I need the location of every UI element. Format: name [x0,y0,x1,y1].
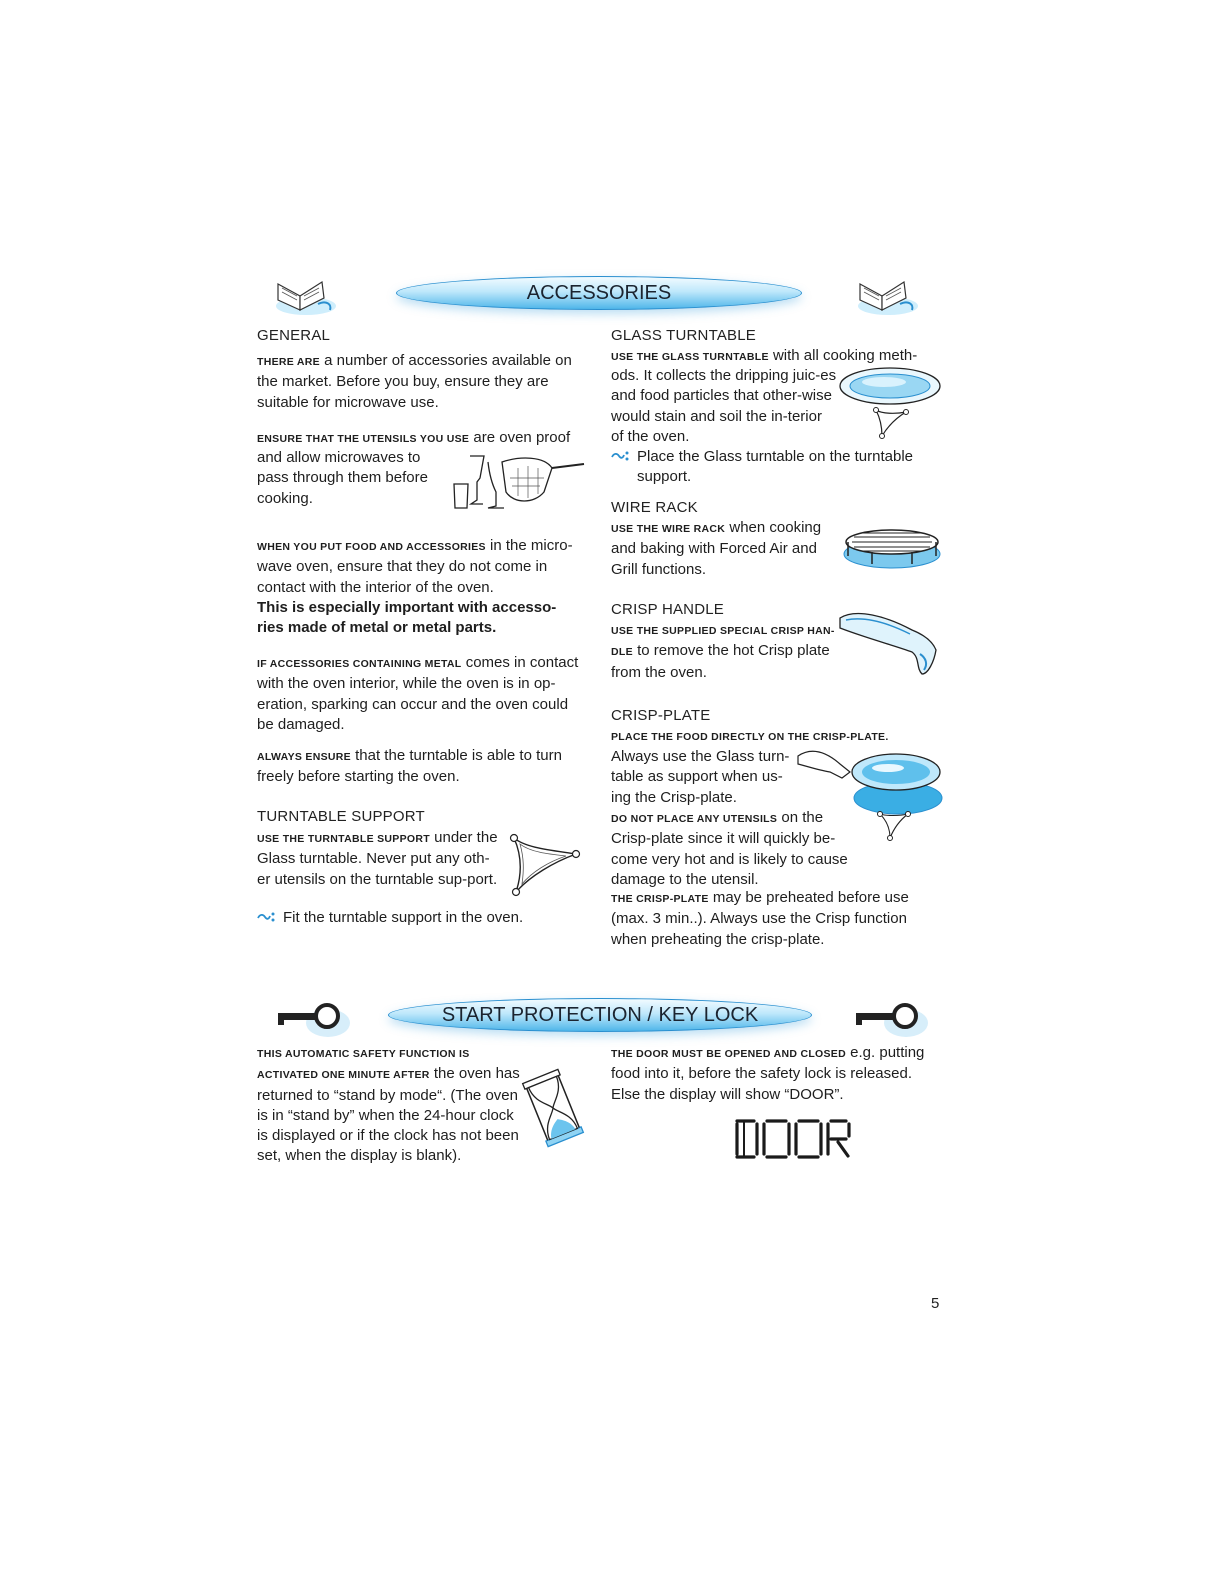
wire-rack-paragraph [611,518,837,580]
crisp-handle-text: to remove the hot Crisp plate from the oven. [611,642,830,681]
glass-turntable-lead: USE THE GLASS TURNTABLE [611,351,769,363]
glass-turntable-tip [611,447,941,488]
turntable-support-tip-text: Fit the turntable support in the oven. [283,909,524,926]
turntable-support-tip [257,908,587,928]
crisp-plate-p3-text: may be preheated before use (max. 3 min..). Always use the Crisp function when preheating the crisp-plate. [611,889,909,948]
wire-rack-text: when cooking and baking with Forced Air and Grill functions. [611,519,822,578]
crisp-plate-p2-text: on the Crisp-plate since it will quickly be-come very hot and is likely to cause damage to the utensil. [611,809,848,888]
crisp-plate-illustration [796,744,944,842]
wire-rack-illustration [842,524,942,572]
keylock-right-lead: THE DOOR MUST BE OPENED AND CLOSED [611,1048,846,1060]
crisp-handle-illustration [836,604,942,680]
hint-icon [257,911,275,923]
crisp-handle-lead: USE THE SUPPLIED SPECIAL CRISP HAN-DLE [611,625,835,659]
page-number: 5 [931,1295,940,1312]
general-paragraph-4 [257,653,587,735]
general-heading: GENERAL [257,327,331,344]
turntable-support-text: under the Glass turntable. Never put any oth-er utensils on the turntable sup-port. [257,829,498,888]
wire-rack-lead: USE THE WIRE RACK [611,523,726,535]
utensils-illustration [440,448,586,514]
crisp-plate-paragraph-1: Always use the Glass turn-table as support when us-ing the Crisp-plate. [611,748,790,806]
glass-turntable-text: with all cooking meth- [768,347,918,364]
accessories-book-icon-left [270,274,340,318]
general-paragraph-2 [257,428,587,449]
turntable-support-heading: TURNTABLE SUPPORT [257,808,425,825]
general-p3-bold: This is especially important with accesso-ries made of metal or metal parts. [257,598,557,637]
crisp-plate-p2-lead: DO NOT PLACE ANY UTENSILS [611,813,778,825]
door-display [734,1118,852,1160]
wire-rack-heading: WIRE RACK [611,499,698,516]
general-p3-lead: WHEN YOU PUT FOOD AND ACCESSORIES [257,541,486,553]
general-paragraph-5 [257,746,582,788]
key-icon-left [272,997,352,1041]
keylock-left-lead: THIS AUTOMATIC SAFETY FUNCTION IS ACTIVATED ONE MINUTE AFTER [257,1048,470,1082]
crisp-handle-paragraph [611,620,845,683]
keylock-right-paragraph [611,1043,941,1105]
general-p5-text: that the turntable is able to turn freely before starting the oven. [257,747,562,786]
turntable-support-illustration [500,830,584,898]
general-p5-lead: ALWAYS ENSURE [257,751,351,763]
general-paragraph-2-cont: and allow microwaves to pass through them before cooking. [257,449,428,507]
general-paragraph-1 [257,351,582,413]
glass-turntable-tip-text: Place the Glass turntable on the turntable support. [637,448,914,486]
keylock-left-text: the oven has returned to “stand by mode“. (The oven is in “stand by” when the 24-hour clock is displayed or if the clock has not been set, when the display is blank). [257,1065,520,1165]
turntable-support-paragraph [257,828,502,890]
keylock-banner: START PROTECTION / KEY LOCK [388,998,812,1032]
accessories-banner: ACCESSORIES [396,276,802,310]
general-p4-text: comes in contact with the oven interior, while the oven is in op-eration, sparking can occur and the oven could be damaged. [257,654,579,733]
general-p2-text: are oven proof [469,429,571,446]
turntable-support-lead: USE THE TURNTABLE SUPPORT [257,833,430,845]
hourglass-illustration [520,1068,586,1148]
keylock-left-paragraph [257,1043,521,1167]
crisp-plate-paragraph-3 [611,888,941,950]
crisp-handle-heading: CRISP HANDLE [611,601,724,618]
glass-turntable-paragraph: ods. It collects the dripping juic-es and food particles that other-wise would stain and soil the in-terior of the oven. [611,367,837,445]
crisp-plate-p3-lead: THE CRISP-PLATE [611,893,709,905]
general-p1-lead: THERE ARE [257,356,320,368]
glass-turntable-heading: GLASS TURNTABLE [611,327,756,344]
glass-turntable-illustration [838,364,944,442]
general-p1-text: a number of accessories available on the market. Before you buy, ensure they are suitable for microwave use. [257,352,572,411]
general-paragraph-3 [257,536,582,638]
crisp-plate-lead: PLACE THE FOOD DIRECTLY ON THE CRISP-PLATE. [611,731,889,743]
keylock-right-text: e.g. putting food into it, before the safety lock is released. Else the display will show “DOOR”. [611,1044,925,1103]
general-p4-lead: IF ACCESSORIES CONTAINING METAL [257,658,462,670]
key-icon-right [850,997,930,1041]
crisp-plate-heading: CRISP-PLATE [611,707,711,724]
general-p3-text: in the micro-wave oven, ensure that they do not come in contact with the interior of the oven. [257,537,573,596]
accessories-book-icon-right [852,274,922,318]
general-p2-lead: ENSURE THAT THE UTENSILS YOU USE [257,433,470,445]
hint-icon [611,450,629,462]
